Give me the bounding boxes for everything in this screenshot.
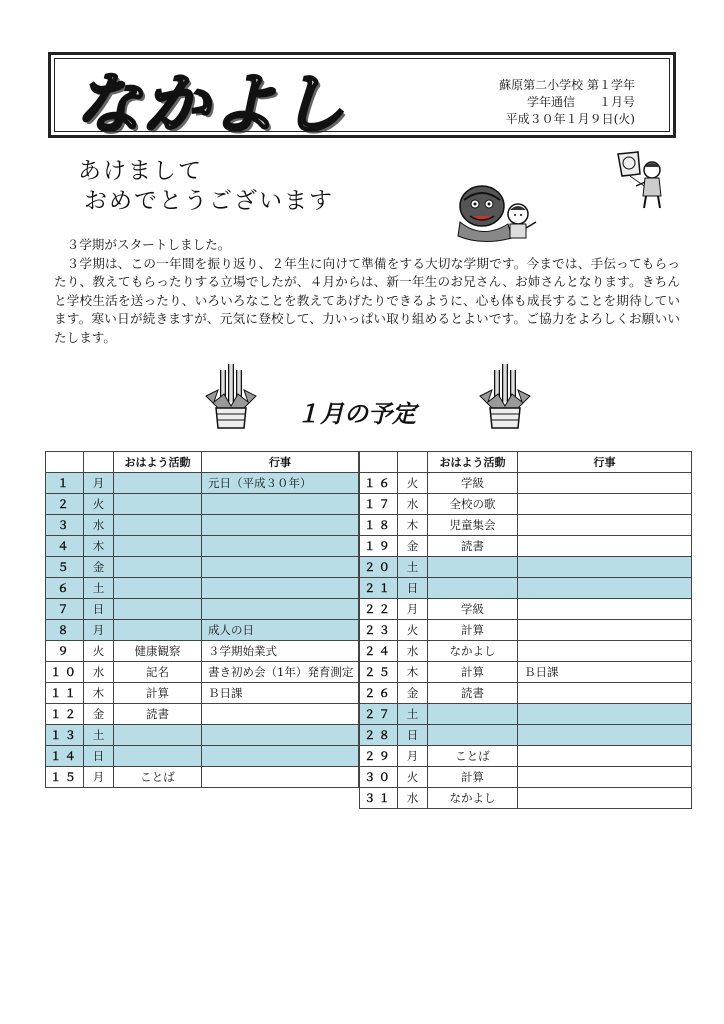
weekday: 火	[398, 473, 428, 494]
event	[202, 515, 359, 536]
weekday: 月	[398, 599, 428, 620]
day-number: ８	[46, 620, 84, 641]
day-number: ５	[46, 557, 84, 578]
column-header-event: 行事	[518, 452, 692, 473]
column-header-event: 行事	[202, 452, 359, 473]
day-number: １３	[46, 725, 84, 746]
day-number: ２４	[360, 641, 398, 662]
weekday: 木	[398, 515, 428, 536]
morning-activity: 記名	[114, 662, 202, 683]
table-row	[360, 620, 692, 641]
morning-activity: 読書	[428, 536, 518, 557]
table-row	[46, 725, 359, 746]
table-row	[360, 725, 692, 746]
event	[518, 515, 692, 536]
table-row	[360, 704, 692, 725]
column-header-morning: おはよう活動	[114, 452, 202, 473]
newsletter-title: なかよし	[75, 66, 347, 143]
morning-activity	[114, 599, 202, 620]
morning-activity	[114, 620, 202, 641]
table-row	[360, 683, 692, 704]
column-header-morning: おはよう活動	[428, 452, 518, 473]
day-number: ２９	[360, 746, 398, 767]
morning-activity	[114, 725, 202, 746]
event	[518, 746, 692, 767]
day-number: ２５	[360, 662, 398, 683]
event	[202, 767, 359, 788]
morning-activity: 学級	[428, 473, 518, 494]
table-row	[46, 746, 359, 767]
day-number: １２	[46, 704, 84, 725]
event: Ｂ日課	[202, 683, 359, 704]
weekday: 土	[398, 704, 428, 725]
table-row	[46, 662, 359, 683]
day-number: ４	[46, 536, 84, 557]
morning-activity	[428, 704, 518, 725]
table-row	[46, 578, 359, 599]
event	[202, 557, 359, 578]
event	[202, 725, 359, 746]
day-number: １０	[46, 662, 84, 683]
day-number: ２３	[360, 620, 398, 641]
intro-paragraph-1: ３学期がスタートしました。	[66, 237, 231, 252]
kadomatsu-icon	[204, 362, 258, 432]
morning-activity	[428, 725, 518, 746]
weekday: 金	[84, 704, 114, 725]
table-row	[46, 620, 359, 641]
table-row	[46, 767, 359, 788]
morning-activity: 児童集会	[428, 515, 518, 536]
event	[202, 494, 359, 515]
morning-activity	[114, 515, 202, 536]
weekday: 月	[84, 767, 114, 788]
masthead-info	[499, 77, 635, 128]
weekday: 土	[398, 557, 428, 578]
weekday: 金	[84, 557, 114, 578]
table-row	[360, 473, 692, 494]
masthead	[48, 52, 676, 143]
morning-activity: 計算	[428, 767, 518, 788]
event	[518, 536, 692, 557]
event	[518, 767, 692, 788]
morning-activity: 学級	[428, 599, 518, 620]
schedule-table-left	[45, 451, 359, 788]
schedule-table-right	[359, 451, 692, 809]
morning-activity: 読書	[428, 683, 518, 704]
day-number: ３	[46, 515, 84, 536]
weekday: 木	[398, 662, 428, 683]
day-number: ７	[46, 599, 84, 620]
weekday: 水	[84, 662, 114, 683]
morning-activity: 計算	[114, 683, 202, 704]
weekday: 日	[398, 578, 428, 599]
table-row	[360, 494, 692, 515]
weekday: 火	[398, 767, 428, 788]
table-row	[46, 557, 359, 578]
weekday: 日	[398, 725, 428, 746]
day-number: ３０	[360, 767, 398, 788]
morning-activity: ことば	[428, 746, 518, 767]
day-number: ３１	[360, 788, 398, 809]
event: Ｂ日課	[518, 662, 692, 683]
table-row	[46, 599, 359, 620]
table-row	[360, 641, 692, 662]
weekday: 火	[84, 641, 114, 662]
kite-boy-illustration	[614, 150, 670, 214]
event	[518, 494, 692, 515]
day-number: ２８	[360, 725, 398, 746]
greeting-line-2: おめでとうございます	[84, 188, 334, 214]
weekday: 水	[398, 494, 428, 515]
event	[518, 788, 692, 809]
table-row	[360, 788, 692, 809]
schedule-title: １月の予定	[296, 400, 416, 428]
table-row	[360, 746, 692, 767]
event	[202, 536, 359, 557]
event	[518, 557, 692, 578]
intro-paragraph-2: ３学期は、この一年間を振り返り、２年生に向けて準備をする大切な学期です。今までは、手伝ってもらったり、教えてもらったりする立場でしたが、４月からは、新一年生のお兄さん、お姉さんとなります。きちんと学校生活を送ったり、いろいろなことを教えてあげたりできるように、心も体も成長することを期待しています。寒い日が続きますが、元気に登校して、力いっぱい取り組めるとよいです。ご協力をよろしくお願いいたします。	[54, 255, 680, 345]
weekday: 水	[84, 515, 114, 536]
event: 元日（平成３０年）	[202, 473, 359, 494]
event	[518, 725, 692, 746]
morning-activity	[114, 536, 202, 557]
intro-message	[54, 236, 680, 347]
event: ３学期始業式	[202, 641, 359, 662]
morning-activity: 計算	[428, 662, 518, 683]
weekday: 日	[84, 599, 114, 620]
table-row	[360, 662, 692, 683]
day-number: １９	[360, 536, 398, 557]
day-number: ２２	[360, 599, 398, 620]
table-header-row	[360, 452, 692, 473]
issue-date: 平成３０年１月９日(火)	[505, 112, 635, 126]
event	[518, 473, 692, 494]
table-header-row	[46, 452, 359, 473]
table-row	[46, 683, 359, 704]
day-number: １５	[46, 767, 84, 788]
day-number: １７	[360, 494, 398, 515]
morning-activity	[114, 746, 202, 767]
day-number: １１	[46, 683, 84, 704]
day-number: １８	[360, 515, 398, 536]
event: 成人の日	[202, 620, 359, 641]
table-row	[360, 578, 692, 599]
morning-activity: 全校の歌	[428, 494, 518, 515]
day-number: ２０	[360, 557, 398, 578]
event	[518, 578, 692, 599]
morning-activity	[114, 578, 202, 599]
day-number: １６	[360, 473, 398, 494]
event	[202, 704, 359, 725]
school-name: 蘇原第二小学校 第１学年	[499, 78, 635, 92]
event	[202, 578, 359, 599]
table-row	[46, 494, 359, 515]
table-row	[360, 599, 692, 620]
greeting-line-1: あけまして	[78, 158, 203, 184]
day-number: １	[46, 473, 84, 494]
morning-activity: なかよし	[428, 641, 518, 662]
event	[202, 599, 359, 620]
morning-activity: 健康観察	[114, 641, 202, 662]
weekday: 火	[398, 620, 428, 641]
morning-activity	[114, 494, 202, 515]
issue-label: 学年通信 １月号	[526, 95, 635, 109]
table-row	[360, 767, 692, 788]
event: 書き初め会（1年）発育測定	[202, 662, 359, 683]
weekday: 月	[84, 473, 114, 494]
morning-activity	[114, 473, 202, 494]
table-row	[46, 641, 359, 662]
weekday: 月	[84, 620, 114, 641]
event	[202, 746, 359, 767]
event	[518, 641, 692, 662]
weekday: 土	[84, 578, 114, 599]
weekday: 日	[84, 746, 114, 767]
table-row	[46, 515, 359, 536]
morning-activity: 計算	[428, 620, 518, 641]
event	[518, 704, 692, 725]
day-number: ２６	[360, 683, 398, 704]
weekday: 月	[398, 746, 428, 767]
day-number: ９	[46, 641, 84, 662]
morning-activity: ことば	[114, 767, 202, 788]
day-number: ２７	[360, 704, 398, 725]
weekday: 水	[398, 641, 428, 662]
morning-activity	[428, 578, 518, 599]
day-number: ２１	[360, 578, 398, 599]
weekday: 金	[398, 536, 428, 557]
table-row	[46, 704, 359, 725]
event	[518, 683, 692, 704]
table-row	[46, 473, 359, 494]
weekday: 火	[84, 494, 114, 515]
weekday: 土	[84, 725, 114, 746]
morning-activity	[428, 557, 518, 578]
table-row	[360, 515, 692, 536]
morning-activity: 読書	[114, 704, 202, 725]
table-row	[46, 536, 359, 557]
weekday: 木	[84, 683, 114, 704]
new-year-greeting	[78, 156, 334, 216]
weekday: 水	[398, 788, 428, 809]
morning-activity	[114, 557, 202, 578]
weekday: 木	[84, 536, 114, 557]
event	[518, 599, 692, 620]
event	[518, 620, 692, 641]
day-number: ６	[46, 578, 84, 599]
morning-activity: なかよし	[428, 788, 518, 809]
table-row	[360, 557, 692, 578]
kadomatsu-icon	[478, 362, 532, 432]
day-number: ２	[46, 494, 84, 515]
day-number: １４	[46, 746, 84, 767]
table-row	[360, 536, 692, 557]
weekday: 金	[398, 683, 428, 704]
